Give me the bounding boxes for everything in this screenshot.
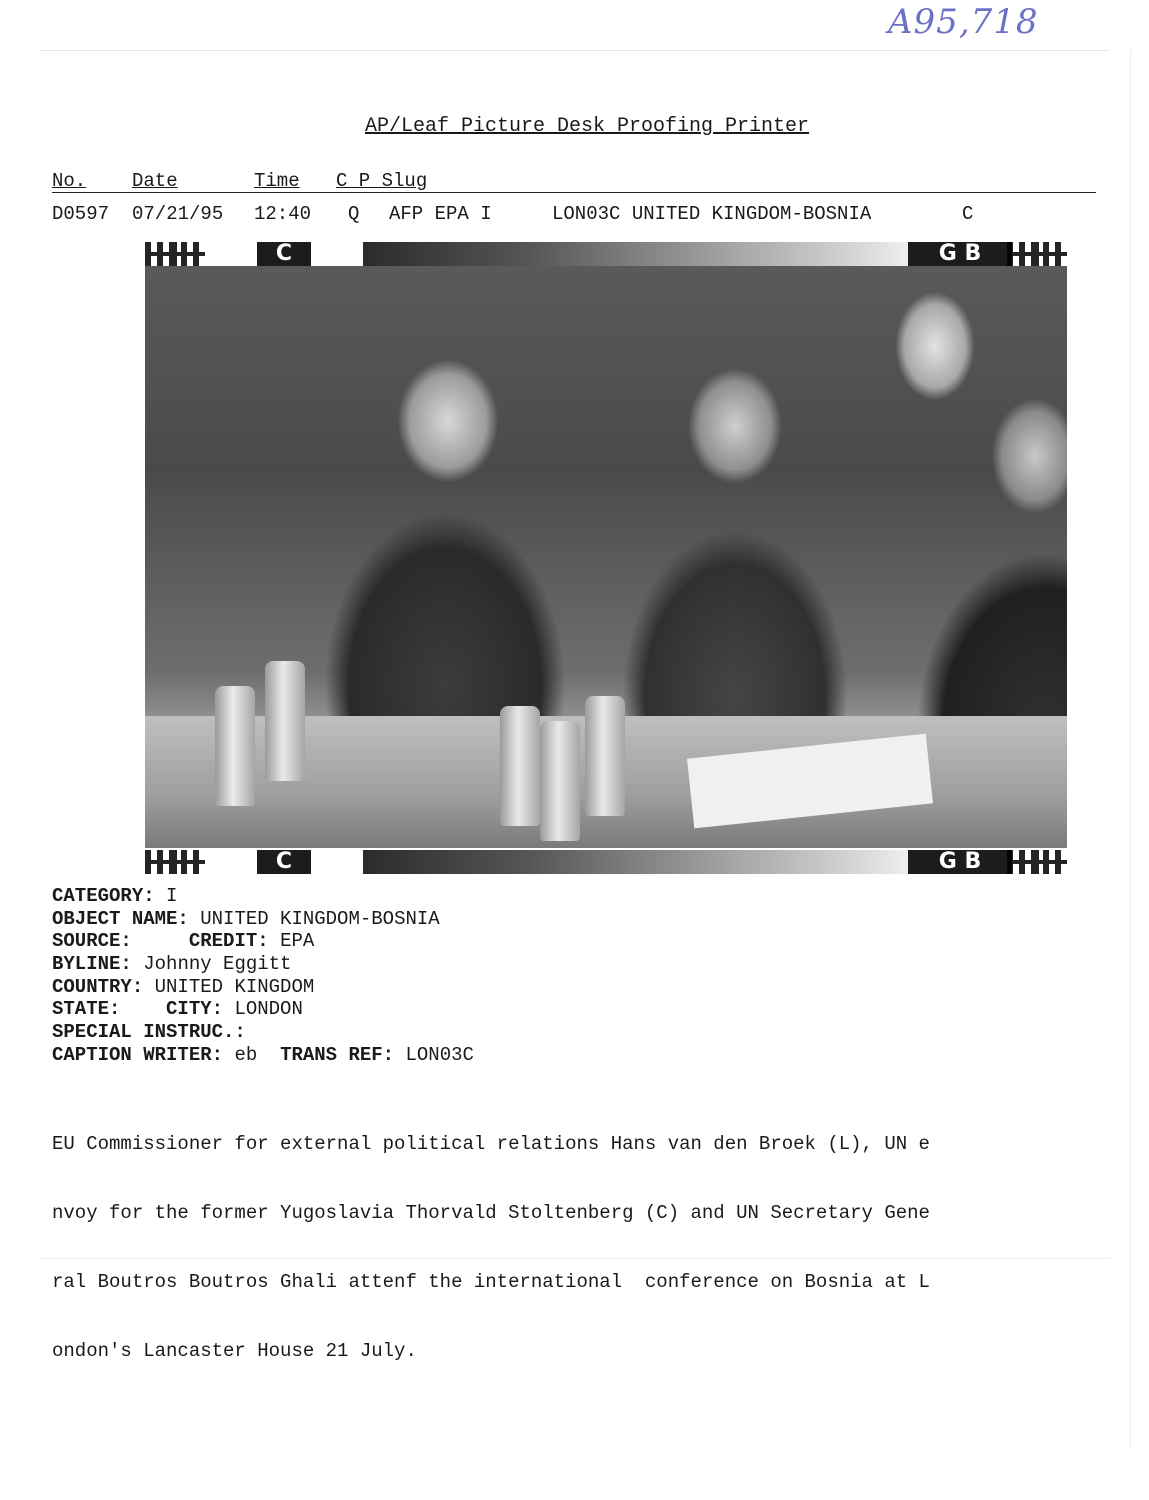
handwritten-note: A95,718 xyxy=(888,2,1039,42)
registration-c-mark: C xyxy=(257,242,311,266)
water-bottle xyxy=(265,661,305,781)
registration-gb-mark: G B xyxy=(908,850,1012,874)
gray-scale-strip xyxy=(363,242,908,266)
registration-bar-top xyxy=(145,240,1067,266)
photo-caption xyxy=(52,1087,1104,1386)
water-bottle xyxy=(540,721,580,841)
registration-gb-mark: G B xyxy=(908,242,1012,266)
caption-line: nvoy for the former Yugoslavia Thorvald Stoltenberg (C) and UN Secretary Gene xyxy=(52,1202,930,1224)
record-p: AFP EPA I xyxy=(389,203,492,225)
meta-object-name: OBJECT NAME: UNITED KINGDOM-BOSNIA xyxy=(52,907,440,930)
page-edge-top xyxy=(40,50,1110,51)
registration-c-mark: C xyxy=(257,850,311,874)
caption-line: ondon's Lancaster House 21 July. xyxy=(52,1340,417,1362)
meta-caption-writer: CAPTION WRITER: eb TRANS REF: LON03C xyxy=(52,1043,474,1066)
page-title: AP/Leaf Picture Desk Proofing Printer xyxy=(364,115,810,138)
page-edge-right xyxy=(1130,50,1131,1450)
meta-special-instructions: SPECIAL INSTRUC.: xyxy=(52,1021,246,1044)
record-no: D0597 xyxy=(52,203,110,225)
header-cp-slug: C P Slug xyxy=(336,170,428,192)
header-date: Date xyxy=(132,170,178,192)
crosshair-left-icon xyxy=(145,850,205,874)
record-c: Q xyxy=(348,203,360,225)
news-photo xyxy=(145,266,1067,848)
caption-line: EU Commissioner for external political relations Hans van den Broek (L), UN e xyxy=(52,1133,930,1155)
crosshair-right-icon xyxy=(1007,242,1067,266)
caption-line: ral Boutros Boutros Ghali attenf the international conference on Bosnia at L xyxy=(52,1271,930,1293)
record-flag: C xyxy=(962,203,974,225)
water-bottle xyxy=(585,696,625,816)
meta-category: CATEGORY: I xyxy=(52,885,178,907)
meta-state-city: STATE: CITY: LONDON xyxy=(52,998,303,1021)
meta-source-credit: SOURCE: CREDIT: EPA xyxy=(52,930,315,953)
water-bottle xyxy=(500,706,540,826)
photo-metadata xyxy=(52,885,474,1067)
registration-bar-bottom xyxy=(145,848,1067,874)
crosshair-right-icon xyxy=(1007,850,1067,874)
record-slug: LON03C UNITED KINGDOM-BOSNIA xyxy=(552,203,872,225)
column-header-row xyxy=(52,170,1096,193)
meta-country: COUNTRY: UNITED KINGDOM xyxy=(52,975,315,998)
meta-byline: BYLINE: Johnny Eggitt xyxy=(52,953,292,976)
gray-scale-strip xyxy=(363,850,908,874)
header-no: No. xyxy=(52,170,87,192)
crosshair-left-icon xyxy=(145,242,205,266)
record-date: 07/21/95 xyxy=(132,203,224,225)
water-bottle xyxy=(215,686,255,806)
record-time: 12:40 xyxy=(254,203,312,225)
photo-proof xyxy=(145,240,1067,874)
header-time: Time xyxy=(254,170,300,192)
